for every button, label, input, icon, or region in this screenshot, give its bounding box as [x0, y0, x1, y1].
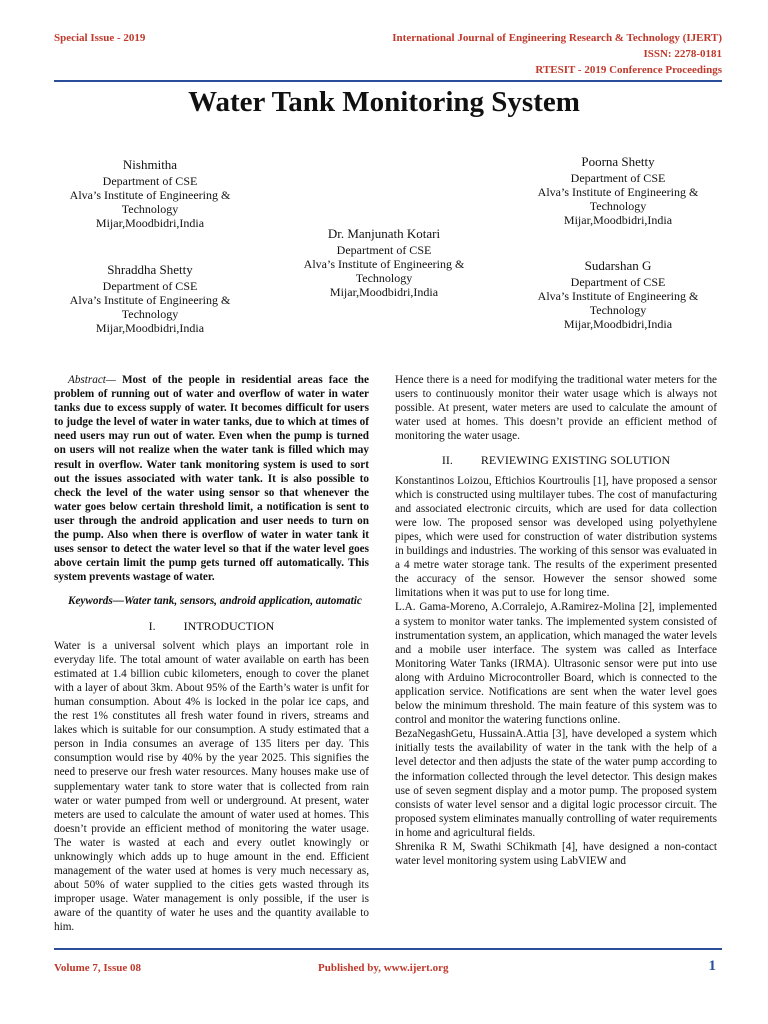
author-dept: Department of CSE — [570, 275, 666, 289]
author-inst: Alva’s Institute of Engineering & — [537, 185, 699, 199]
right-column — [395, 373, 717, 868]
right-paragraph-4: BezaNegashGetu, HussainA.Attia [3], have developed a system which initially tests the availability of water in the tank with the help of a level detector and then adjusts the state of the water pump according to the information collected through the level detector. This design makes use of seven segment display and a motor pump. The proposed system consists of water level sensor and a digital logic processor circuit. The proposed system eliminates manually controlling of water requirements in home and agricultural fields. — [395, 728, 717, 839]
author-location: Mijar,Moodbidri,India — [563, 213, 673, 227]
author-inst: Alva’s Institute of Engineering & — [69, 293, 231, 307]
section-heading-introduction — [54, 619, 369, 633]
author-block-manjunath — [294, 227, 474, 299]
header-rule — [54, 80, 722, 82]
header-journal: International Journal of Engineering Research & Technology (IJERT) — [392, 32, 722, 44]
page-number: 1 — [708, 958, 716, 974]
right-paragraph-1: Hence there is a need for modifying the traditional water meters for the users to continuously monitor their water usage which is always not possible. At present, water meters are used to calculate the amount of water used at homes. This doesn’t provide an efficient method of monitoring the water usage. — [395, 374, 717, 443]
left-column — [54, 373, 369, 935]
author-inst-2: Technology — [589, 199, 647, 213]
header-issn: ISSN: 2278-0181 — [643, 48, 722, 60]
right-paragraph-2: Konstantinos Loizou, Eftichios Kourtroulis [1], have proposed a sensor which is constructed using multilayer tubes. The cost of manufacturing and associated electronic circuits, which are used for data collection were low. The proposed sensor was developed using polyethylene pipes, which were used for construction of water distribution systems in buildings and industries. The working of this sensor was evaluated in a 4 metre water storage tank. The results of the experiment presented the accuracy of the sensor. However the sensor showed some limitations when it was put to use for long time. — [395, 474, 717, 600]
author-name: Shraddha Shetty — [107, 262, 193, 277]
section-number: I. — [148, 618, 156, 633]
author-location: Mijar,Moodbidri,India — [563, 317, 673, 331]
section-title: REVIEWING EXISTING SOLUTION — [480, 453, 671, 468]
abstract-text: Most of the people in residential areas face the problem of running out of water and overflow of water in water tanks due to excess supply of water. It becomes difficult for users to judge the level of water in water tanks, due to which at times of need users may run out of water. Even when the pump is turned on users will not realize when the water tank is filled which may result in overflow. Water tank monitoring system is used to sort out the issues associated with water tank. It is also possible to check the level of the water using sensor so that whenever the water goes below certain threshold limit, a notification is sent to user through the android application and user needs to turn on the pump. Also when there is overflow of water in water tank it uses sensor to detect the water level so that if the water level goes above certain limit the pump gets turned off automatically. This system prevents wastage of water. — [54, 374, 369, 584]
author-inst: Alva’s Institute of Engineering & — [537, 289, 699, 303]
author-block-nishmitha — [60, 158, 240, 230]
author-inst: Alva’s Institute of Engineering & — [69, 188, 231, 202]
author-location: Mijar,Moodbidri,India — [329, 285, 439, 299]
author-location: Mijar,Moodbidri,India — [95, 321, 205, 335]
section-number: II. — [441, 453, 453, 468]
author-dept: Department of CSE — [102, 174, 198, 188]
author-block-shraddha — [60, 263, 240, 335]
author-inst-2: Technology — [121, 307, 179, 321]
intro-paragraph: Water is a universal solvent which plays an important role in everyday life. The total amount of water available on earth has been estimated at 1.4 billion cubic kilometers, enough to cover the planet with a layer of about 3km. About 95% of the Earth’s water is unfit for human consumption. About 4% is locked in the polar ice caps, and the rest 1% constitutes all fresh water found in rivers, streams and lakes which is suitable for our consumption. A study estimated that a person in India consumes an average of 135 liters per day. This consumption would rise by 40% by the year 2025. This signifies the need to preserve our fresh water resources. Many houses make use of supplementary water tank to store water that is collected from rain water or water pumped from well or underground. At present, water meters are used to calculate the amount of water used at homes. This doesn’t provide an efficient method of monitoring the water usage. The water is wasted at each and every outlet knowingly or unknowingly which adds up to huge amount in the end. Efficient management of the water used at homes is very much necessary as, about 50% of water supplied to the cities gets wasted through its improper usage. Water management is only possible, if the user is aware of the quantity of water he uses and the quantity available to him. — [54, 639, 369, 934]
section-title: INTRODUCTION — [183, 618, 275, 633]
author-inst: Alva’s Institute of Engineering & — [303, 257, 465, 271]
author-dept: Department of CSE — [570, 171, 666, 185]
author-inst-2: Technology — [589, 303, 647, 317]
footer-volume: Volume 7, Issue 08 — [54, 962, 141, 974]
paper-title: Water Tank Monitoring System — [188, 86, 580, 118]
header-special-issue: Special Issue - 2019 — [54, 32, 146, 44]
header-conference: RTESIT - 2019 Conference Proceedings — [535, 64, 722, 76]
author-name: Sudarshan G — [584, 258, 652, 273]
footer-rule — [54, 948, 722, 950]
author-inst-2: Technology — [121, 202, 179, 216]
section-heading-existing-solution — [395, 453, 717, 467]
right-paragraph-3: L.A. Gama-Moreno, A.Corralejo, A.Ramirez-Molina [2], implemented a system to monitor water tanks. The implemented system consisted of instrumentation system, an application, which managed the water levels and a mobile user interface. The system was called as Interface Monitoring Water Tanks (IRMA). Ultrasonic sensor were put into use along with Arduino Microcontroller Board, which is connected to the application service. Notifications are sent when the water level goes below the minimum threshold. The main feature of this system was to control and monitor the watering functions online. — [395, 601, 717, 727]
author-name: Dr. Manjunath Kotari — [327, 226, 441, 241]
author-location: Mijar,Moodbidri,India — [95, 216, 205, 230]
right-paragraph-5: Shrenika R M, Swathi SChikmath [4], have designed a non-contact water level monitoring system using LabVIEW and — [395, 841, 717, 868]
author-block-poorna — [528, 155, 708, 227]
author-name: Poorna Shetty — [581, 154, 655, 169]
abstract — [54, 373, 369, 584]
author-name: Nishmitha — [122, 157, 178, 172]
author-block-sudarshan — [528, 259, 708, 331]
footer-publisher-link[interactable]: Published by, www.ijert.org — [318, 962, 449, 974]
author-dept: Department of CSE — [102, 279, 198, 293]
header-journal-block — [392, 30, 722, 78]
author-dept: Department of CSE — [336, 243, 432, 257]
abstract-label: Abstract— — [68, 374, 116, 386]
author-inst-2: Technology — [355, 271, 413, 285]
keywords: Keywords—Water tank, sensors, android application, automatic — [68, 595, 362, 608]
